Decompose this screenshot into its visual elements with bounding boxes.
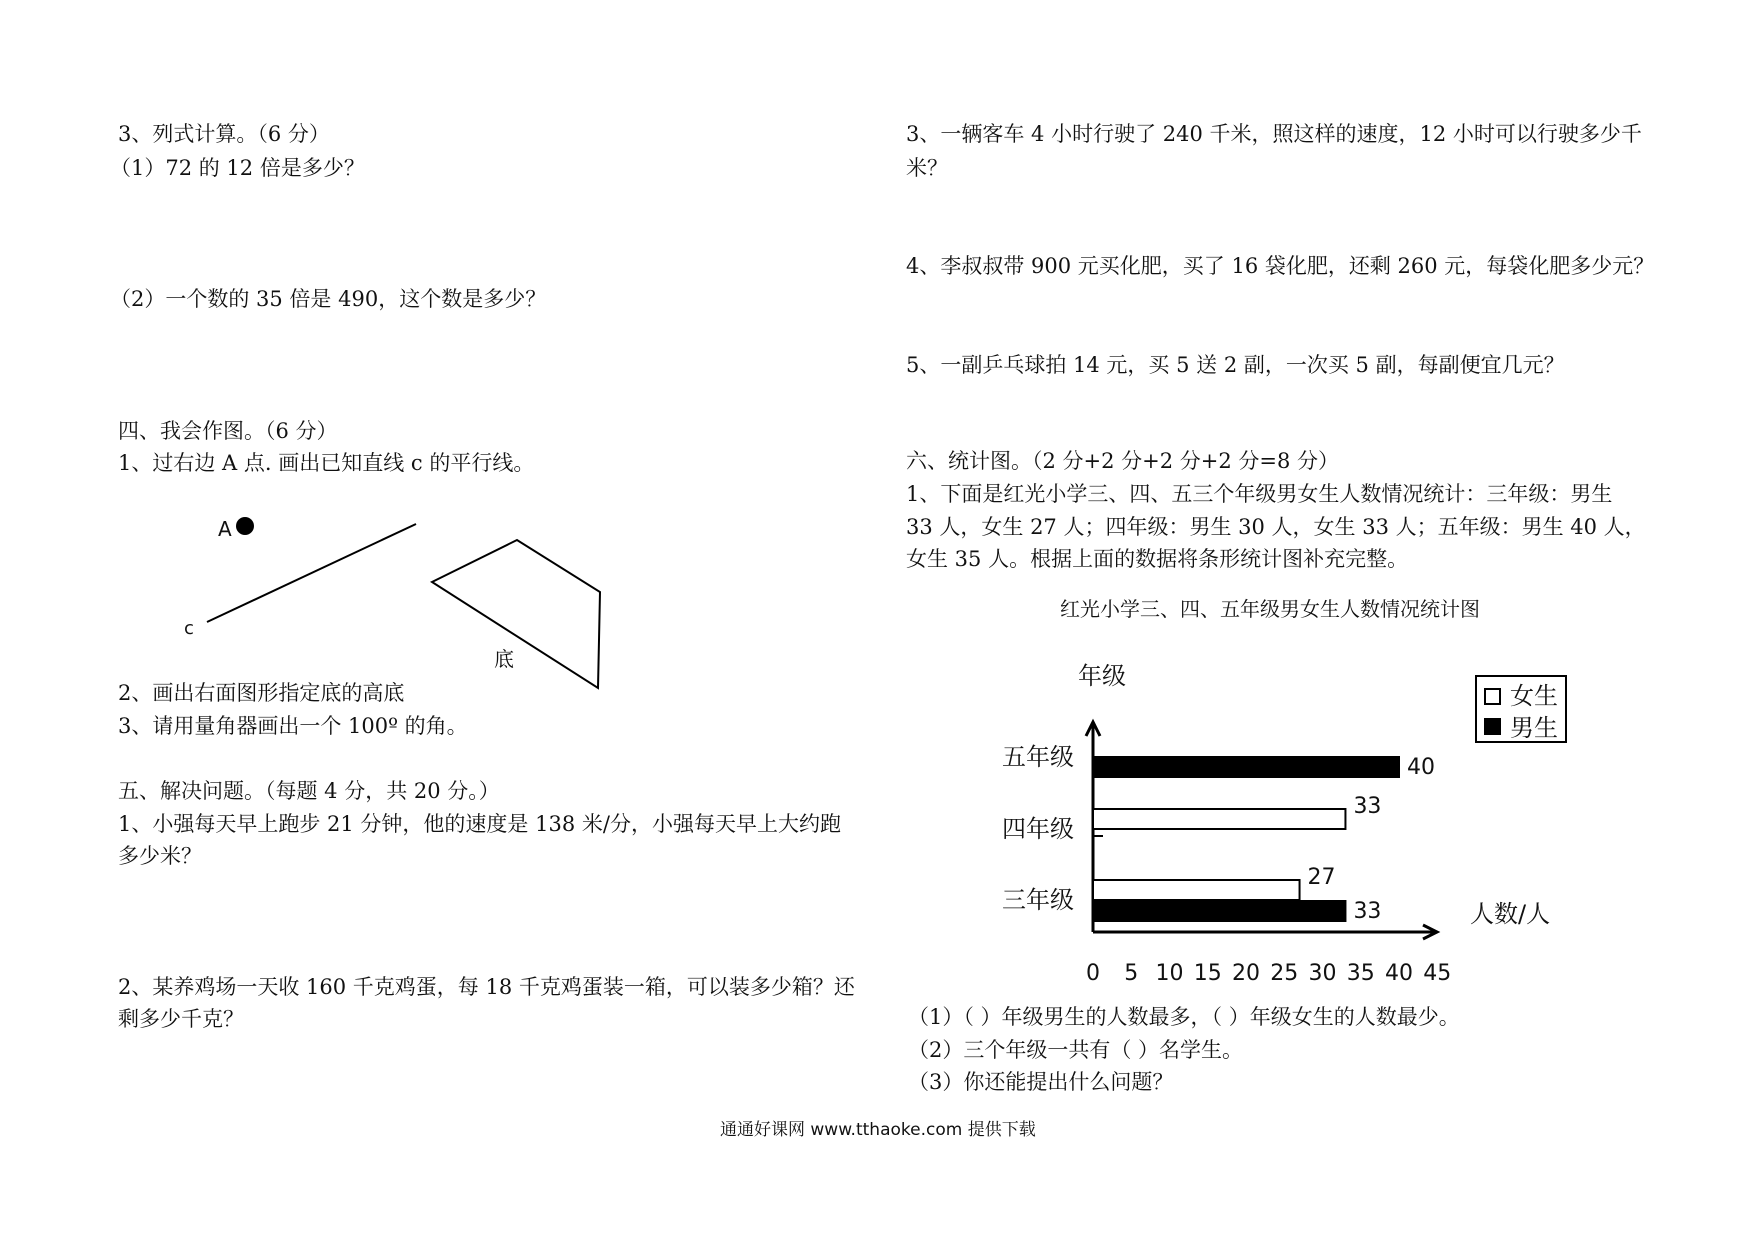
- legend-label-boys: 男生: [1510, 714, 1558, 742]
- legend-swatch-girls: [1485, 689, 1500, 704]
- x-tick-label: 25: [1270, 961, 1299, 986]
- x-tick-label: 40: [1385, 961, 1413, 986]
- section4-heading: 四、我会作图。（6 分）: [118, 419, 338, 443]
- footer: 通通好课网 www.tthaoke.com 提供下载: [720, 1120, 1036, 1140]
- right-q4: 4、李叔叔带 900 元买化肥，买了 16 袋化肥，还剩 260 元，每袋化肥多少元？: [906, 254, 1655, 278]
- right-q3-line1: 3、一辆客车 4 小时行驶了 240 千米，照这样的速度，12 小时可以行驶多少千: [906, 122, 1642, 146]
- chart-xlabel: 人数/人: [1470, 900, 1551, 928]
- y-category-label: 三年级: [1002, 886, 1074, 914]
- bar-data-label: 33: [1353, 794, 1382, 819]
- section5-q2-line2: 剩多少千克？: [118, 1007, 244, 1031]
- x-tick-label: 10: [1155, 961, 1184, 986]
- right-q3-line2: 米？: [906, 156, 948, 180]
- y-category-label: 四年级: [1002, 815, 1074, 843]
- chart-ylabel: 年级: [1078, 662, 1126, 690]
- x-tick-label: 20: [1232, 961, 1260, 986]
- section6-q1-line1: 1、下面是红光小学三、四、五三个年级男女生人数情况统计：三年级：男生: [906, 482, 1613, 506]
- label-base: 底: [494, 647, 514, 671]
- legend-swatch-boys: [1485, 719, 1500, 734]
- chart-question-1: （1）（ ）年级男生的人数最多，（ ）年级女生的人数最少。: [908, 1005, 1460, 1029]
- section5-heading: 五、解决问题。（每题 4 分，共 20 分。）: [118, 779, 500, 803]
- section5-q1-line1: 1、小强每天早上跑步 21 分钟，他的速度是 138 米/分，小强每天早上大约跑: [118, 812, 841, 836]
- bar-data-label: 27: [1307, 865, 1336, 890]
- q3-1: （1）72 的 12 倍是多少？: [110, 156, 365, 180]
- section5-q1-line2: 多少米？: [118, 844, 202, 868]
- q3-heading: 3、列式计算。（6 分）: [118, 122, 330, 146]
- x-tick-label: 15: [1193, 961, 1222, 986]
- section4-item1: 1、过右边 A 点. 画出已知直线 c 的平行线。: [118, 451, 535, 475]
- legend-label-girls: 女生: [1510, 682, 1558, 710]
- bar-data-label: 33: [1353, 899, 1382, 924]
- x-tick-label: 0: [1086, 961, 1100, 986]
- section6-heading: 六、统计图。（2 分+2 分+2 分+2 分=8 分）: [906, 449, 1340, 473]
- chart-question-2: （2）三个年级一共有（ ）名学生。: [908, 1038, 1244, 1062]
- bar-girls: [1093, 880, 1300, 900]
- x-tick-label: 35: [1346, 961, 1375, 986]
- section4-item3: 3、请用量角器画出一个 100º 的角。: [118, 714, 468, 738]
- bar-girls: [1093, 809, 1345, 829]
- label-line-c: c: [184, 618, 194, 639]
- section6-q1-line2: 33 人，女生 27 人；四年级：男生 30 人，女生 33 人；五年级：男生 40 人，: [906, 515, 1646, 539]
- q3-2: （2）一个数的 35 倍是 490，这个数是多少？: [110, 287, 547, 311]
- chart-question-3: （3）你还能提出什么问题？: [908, 1070, 1174, 1094]
- chart-title: 红光小学三、四、五年级男女生人数情况统计图: [1060, 597, 1480, 621]
- y-category-label: 五年级: [1002, 743, 1074, 771]
- bar-data-label: 40: [1407, 755, 1435, 780]
- x-tick-label: 5: [1124, 961, 1139, 986]
- bar-boys: [1093, 901, 1345, 921]
- bar-boys: [1093, 757, 1399, 777]
- section6-q1-line3: 女生 35 人。根据上面的数据将条形统计图补充完整。: [906, 547, 1409, 571]
- x-tick-label: 30: [1308, 961, 1337, 986]
- section5-q2-line1: 2、某养鸡场一天收 160 千克鸡蛋，每 18 千克鸡蛋装一箱，可以装多少箱？还: [118, 975, 855, 999]
- label-point-a: A: [218, 517, 232, 541]
- right-q5: 5、一副乒乓球拍 14 元，买 5 送 2 副，一次买 5 副，每副便宜几元？: [906, 353, 1565, 377]
- x-tick-label: 45: [1423, 961, 1452, 986]
- section4-item2: 2、画出右面图形指定底的高底: [118, 681, 405, 705]
